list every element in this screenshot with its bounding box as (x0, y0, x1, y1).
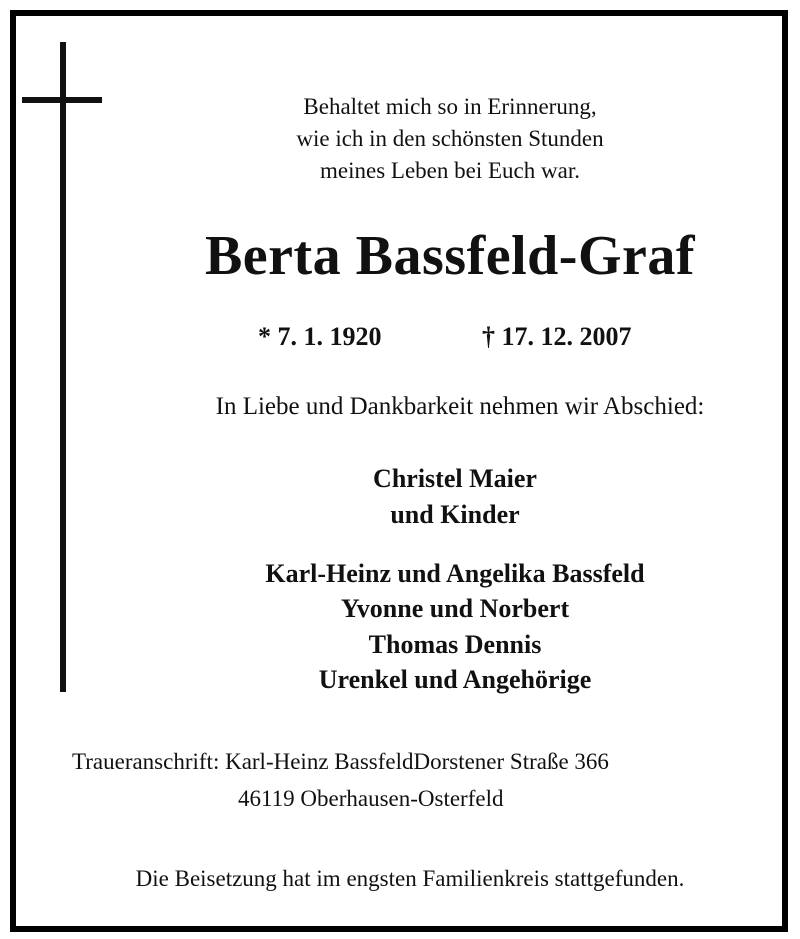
mourner-line: Yvonne und Norbert (340, 594, 570, 623)
mourner-line: und Kinder (390, 500, 520, 529)
mourner-line: Karl-Heinz und Angelika Bassfeld (265, 559, 645, 588)
cross-icon-bar (22, 97, 102, 103)
cross-icon (60, 42, 66, 692)
birth-date: * 7. 1. 1920 (258, 322, 382, 351)
closing-line: Die Beisetzung hat im engsten Familienkreis stattgefunden. (135, 866, 685, 891)
deceased-name: Berta Bassfeld-Graf (204, 225, 696, 287)
farewell-line: In Liebe und Dankbarkeit nehmen wir Abschied: (215, 393, 705, 420)
quote-line-1: Behaltet mich so in Erinnerung, (303, 94, 597, 119)
quote-line-2: wie ich in den schönsten Stunden (296, 126, 604, 151)
death-date: † 17. 12. 2007 (482, 322, 632, 351)
mourner-line: Christel Maier (373, 464, 537, 493)
address-line-1: Traueranschrift: Karl-Heinz BassfeldDorstener Straße 366 (72, 749, 609, 774)
mourner-line: Urenkel und Angehörige (318, 665, 592, 694)
address-line-2: 46119 Oberhausen-Osterfeld (238, 786, 504, 811)
mourner-line: Thomas Dennis (368, 630, 542, 659)
quote-line-3: meines Leben bei Euch war. (320, 158, 580, 183)
